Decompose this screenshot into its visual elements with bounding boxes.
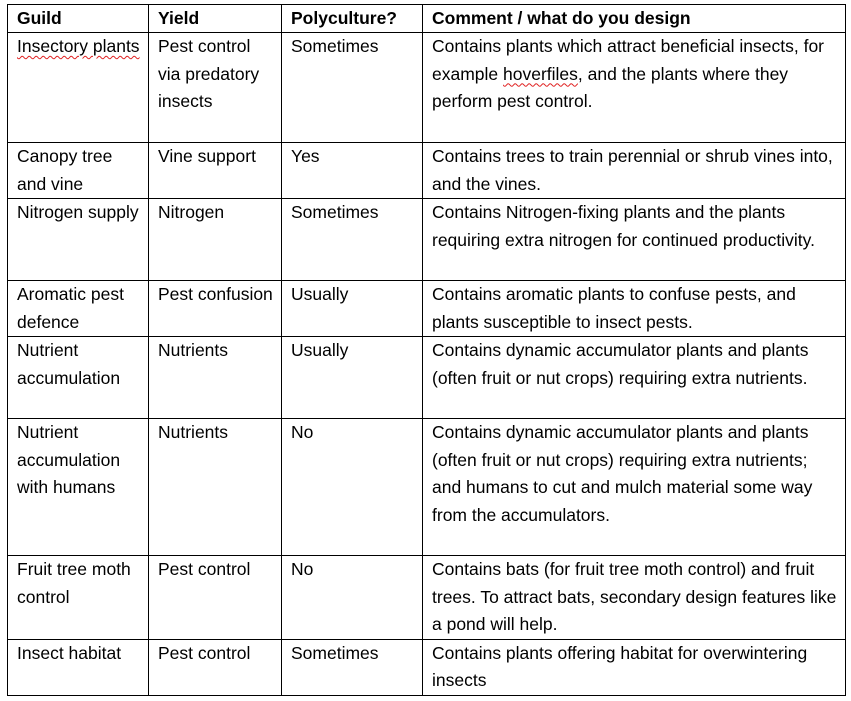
yield-cell: Nutrients [149, 337, 282, 419]
table-row [8, 143, 846, 199]
polyculture-cell: Usually [282, 337, 423, 419]
guild-cell: Nitrogen supply [8, 199, 149, 281]
polyculture-cell: Yes [282, 143, 423, 199]
comment-cell: Contains trees to train perennial or shrub vines into, and the vines. [423, 143, 846, 199]
guild-cell: Nutrient accumulation [8, 337, 149, 419]
comment-cell [423, 33, 846, 143]
table-row [8, 337, 846, 419]
flagged-word: hoverfiles [503, 63, 578, 84]
table-row [8, 281, 846, 337]
guild-cell: Nutrient accumulation with humans [8, 419, 149, 556]
polyculture-cell: No [282, 419, 423, 556]
guild-cell: Insect habitat [8, 639, 149, 695]
comment-cell: Contains bats (for fruit tree moth control) and fruit trees. To attract bats, secondary design features like a pond will help. [423, 556, 846, 640]
table-row [8, 33, 846, 143]
header-guild: Guild [8, 5, 149, 33]
comment-cell: Contains Nitrogen-fixing plants and the plants requiring extra nitrogen for continued productivity. [423, 199, 846, 281]
comment-cell: Contains dynamic accumulator plants and plants (often fruit or nut crops) requiring extra nutrients. [423, 337, 846, 419]
polyculture-cell: Sometimes [282, 639, 423, 695]
comment-cell: Contains dynamic accumulator plants and plants (often fruit or nut crops) requiring extra nutrients; and humans to cut and mulch material some way from the accumulators. [423, 419, 846, 556]
guild-cell [8, 33, 149, 143]
polyculture-cell: Sometimes [282, 33, 423, 143]
guild-name: Insectory plants [17, 36, 140, 56]
yield-cell: Vine support [149, 143, 282, 199]
yield-cell: Pest confusion [149, 281, 282, 337]
table-row [8, 639, 846, 695]
yield-cell: Pest control [149, 556, 282, 640]
comment-cell: Contains plants offering habitat for overwintering insects [423, 639, 846, 695]
header-polyculture: Polyculture? [282, 5, 423, 33]
guild-cell: Aromatic pest defence [8, 281, 149, 337]
yield-cell: Nutrients [149, 419, 282, 556]
header-comment: Comment / what do you design [423, 5, 846, 33]
guild-table [7, 4, 846, 696]
yield-cell: Nitrogen [149, 199, 282, 281]
table-row [8, 556, 846, 640]
polyculture-cell: Sometimes [282, 199, 423, 281]
table-row [8, 419, 846, 556]
guild-cell: Canopy tree and vine [8, 143, 149, 199]
table-header-row [8, 5, 846, 33]
yield-cell: Pest control [149, 639, 282, 695]
polyculture-cell: Usually [282, 281, 423, 337]
comment-text: , and the plants where they perform pest control. [432, 63, 789, 111]
polyculture-cell: No [282, 556, 423, 640]
comment-cell: Contains aromatic plants to confuse pests, and plants susceptible to insect pests. [423, 281, 846, 337]
yield-cell: Pest control via predatory insects [149, 33, 282, 143]
comment-text: Contains plants which attract beneficial insects, for example [432, 36, 824, 84]
table-row [8, 199, 846, 281]
guild-cell: Fruit tree moth control [8, 556, 149, 640]
header-yield: Yield [149, 5, 282, 33]
